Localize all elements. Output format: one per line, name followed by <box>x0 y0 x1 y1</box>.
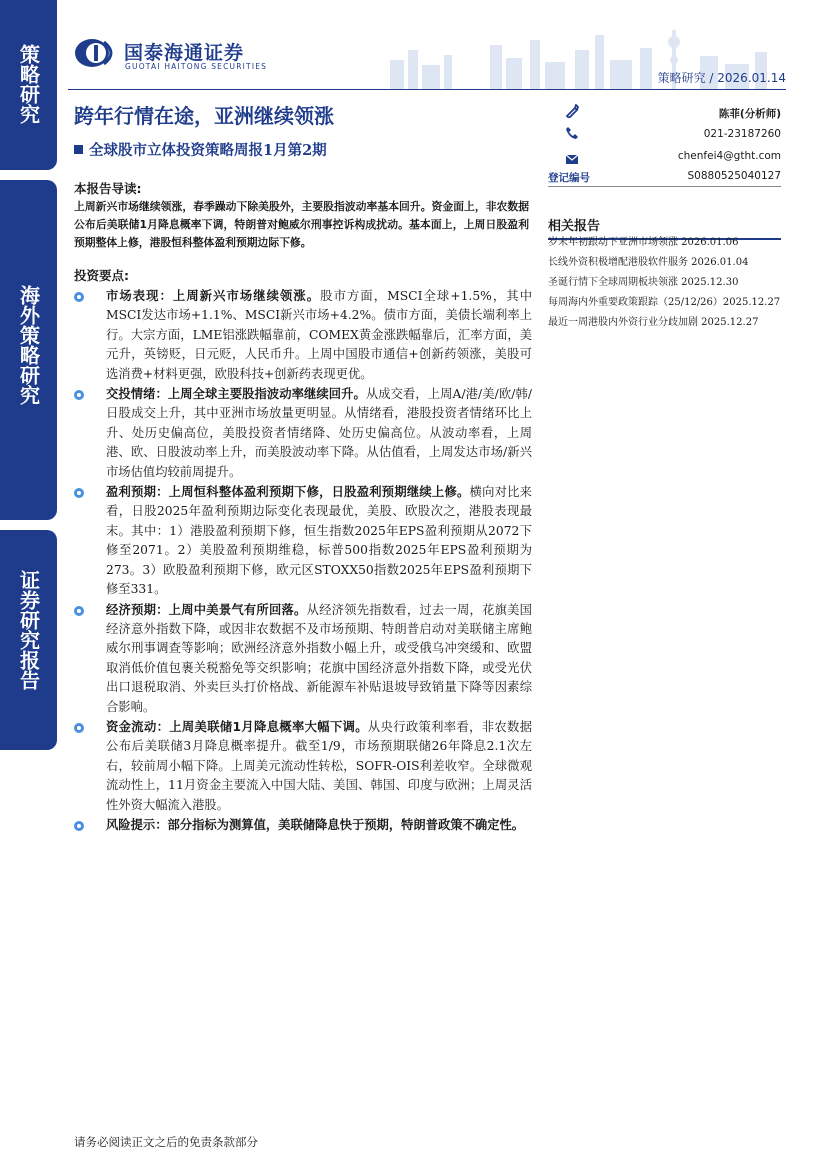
related-report-item[interactable]: 最近一周港股内外资行业分歧加剧 2025.12.27 <box>548 317 759 328</box>
sidebar-tab-label: 海外策略研究 <box>16 285 41 405</box>
bullet-icon <box>74 292 84 302</box>
analyst-email: chenfei4@gtht.com <box>677 150 781 162</box>
point-lead: 资金流动：上周美联储1月降息概率大幅下调。 <box>106 719 368 734</box>
intro-heading: 本报告导读: <box>74 181 142 196</box>
point-lead: 经济预期：上周中美景气有所回落。 <box>106 602 307 617</box>
analyst-name-row <box>565 104 781 126</box>
mail-icon <box>565 152 579 166</box>
point-lead: 交投情绪：上周全球主要股指波动率继续回升。 <box>106 387 366 402</box>
related-report-item[interactable]: 圣诞行情下全球周期板块领涨 2025.12.30 <box>548 277 739 288</box>
report-subtitle <box>74 139 327 160</box>
point-item <box>74 601 532 717</box>
disclaimer-footer: 请务必阅读正文之后的免责条款部分 <box>74 1135 258 1149</box>
brand-name-en: GUOTAI HAITONG SECURITIES <box>125 62 268 71</box>
subtitle-text: 全球股市立体投资策略周报1月第2期 <box>89 142 327 159</box>
point-body: 从央行政策利率看，非农数据公布后美联储3月降息概率提升。截至1/9，市场预期联储26年降息2.1次左右，较前周小幅下降。上周美元流动性转松，SOFR-OIS利差收窄。全球微观流动性上，11月资金主要流入中国大陆、美国、韩国、印度与欧洲；上周灵活性外资大幅流入港股。 <box>106 719 532 812</box>
point-body: 从成交看，上周A/港/美/欧/韩/日股成交上升，其中亚洲市场放量更明显。从情绪看，港股投资者情绪环比上升、处历史偏高位，美股投资者情绪降、处历史偏高位。从波动率看，上周港、欧、日股波动率上升，而美股波动率下降。从估值看，上周发达市场/新兴市场估值均较前周提升。 <box>106 387 532 479</box>
point-item <box>74 385 532 482</box>
header-divider <box>68 89 786 90</box>
related-reports-list <box>548 236 788 336</box>
analyst-phone-row <box>565 126 781 148</box>
point-lead: 风险提示：部分指标为测算值，美联储降息快于预期，特朗普政策不确定性。 <box>106 817 525 832</box>
sidebar-tab-label: 策略研究 <box>16 44 41 124</box>
pen-icon <box>565 104 579 118</box>
bullet-icon <box>74 821 84 831</box>
point-body: 横向对比来看，日股2025年盈利预期边际变化表现最优，美股、欧股次之，港股表现最末。其中：1）港股盈利预期下修，恒生指数2025年EPS盈利预期从2072下修至2071。2）美股盈利预期维稳，标普500指数2025年EPS盈利预期为273。3）欧股盈利预期下修，欧元区STOXX50指数2025年EPS盈利预期下修至331。 <box>106 485 532 597</box>
point-lead: 市场表现：上周新兴市场继续领涨。 <box>106 289 321 303</box>
sidebar-tab-overseas <box>0 180 57 520</box>
related-report-item[interactable]: 每周海内外重要政策跟踪（25/12/26）2025.12.27 <box>548 297 781 308</box>
point-item <box>74 816 532 835</box>
point-body: 股市方面，MSCI全球+1.5%，其中MSCI发达市场+1.1%、MSCI新兴市场+4.2%。债市方面，美债长端利率上行。大宗方面，LME铝涨跌幅靠前，COMEX黄金涨跌幅靠后，汇率方面，美元升，英镑贬，日元贬，人民币升。上周中国股市通信+创新药领涨，美股可选消费+材料更强，欧股科技+创新药表现更优。 <box>106 289 532 381</box>
analyst-name: 陈菲(分析师) <box>718 108 781 120</box>
bullet-icon <box>74 390 84 400</box>
bullet-icon <box>74 606 84 616</box>
header-meta: 策略研究 / 2026.01.14 <box>657 71 786 85</box>
square-icon <box>74 145 83 154</box>
bullet-icon <box>74 488 84 498</box>
registration-label: 登记编号 <box>548 172 590 184</box>
sidebar-tab-strategy <box>0 0 57 170</box>
sidebar-tab-label: 证券研究报告 <box>16 570 41 690</box>
point-item <box>74 718 532 815</box>
company-logo <box>74 38 120 68</box>
analyst-email-row <box>565 148 781 170</box>
point-item <box>74 483 532 599</box>
point-body: 从经济领先指数看，过去一周，花旗美国经济意外指数下降，或因非农数据不及市场预期、特朗普启动对美联储主席鲍威尔刑事调查等影响；欧洲经济意外指数小幅上升，或受俄乌冲突缓和、欧盟取消低价值包裹关税豁免等交织影响；花旗中国经济意外指数下降，或受光伏出口退税取消、外卖巨头打价格战、新能源车补贴退坡导致销量下降等因素综合影响。 <box>106 602 532 714</box>
bullet-icon <box>74 723 84 733</box>
points-heading: 投资要点: <box>74 268 129 283</box>
related-reports-heading: 相关报告 <box>548 215 781 240</box>
report-title: 跨年行情在途，亚洲继续领涨 <box>74 104 334 128</box>
registration-divider <box>548 186 781 187</box>
registration-number: S0880525040127 <box>687 170 781 182</box>
points-list <box>74 287 532 836</box>
phone-icon <box>565 126 579 140</box>
brand-name: 国泰海通证券 <box>124 42 245 64</box>
point-lead: 盈利预期：上周恒科整体盈利预期下修，日股盈利预期继续上修。 <box>106 485 470 500</box>
registration-row <box>548 170 781 185</box>
related-report-item[interactable]: 长线外资积极增配港股软件服务 2026.01.04 <box>548 257 749 268</box>
point-item <box>74 287 532 384</box>
sidebar-tab-report <box>0 530 57 750</box>
related-report-item[interactable]: 岁末年初跟动下亚洲市场领涨 2026.01.06 <box>548 237 739 248</box>
analyst-phone: 021-23187260 <box>703 128 781 140</box>
intro-text: 上周新兴市场继续领涨，春季躁动下除美股外，主要股指波动率基本回升。资金面上，非农数据公布后美联储1月降息概率下调，特朗普对鲍威尔刑事控诉构成扰动。基本面上，上周日股盈利预期整体上修，港股恒科整体盈利预期边际下修。 <box>74 200 529 249</box>
analyst-block <box>565 104 781 170</box>
